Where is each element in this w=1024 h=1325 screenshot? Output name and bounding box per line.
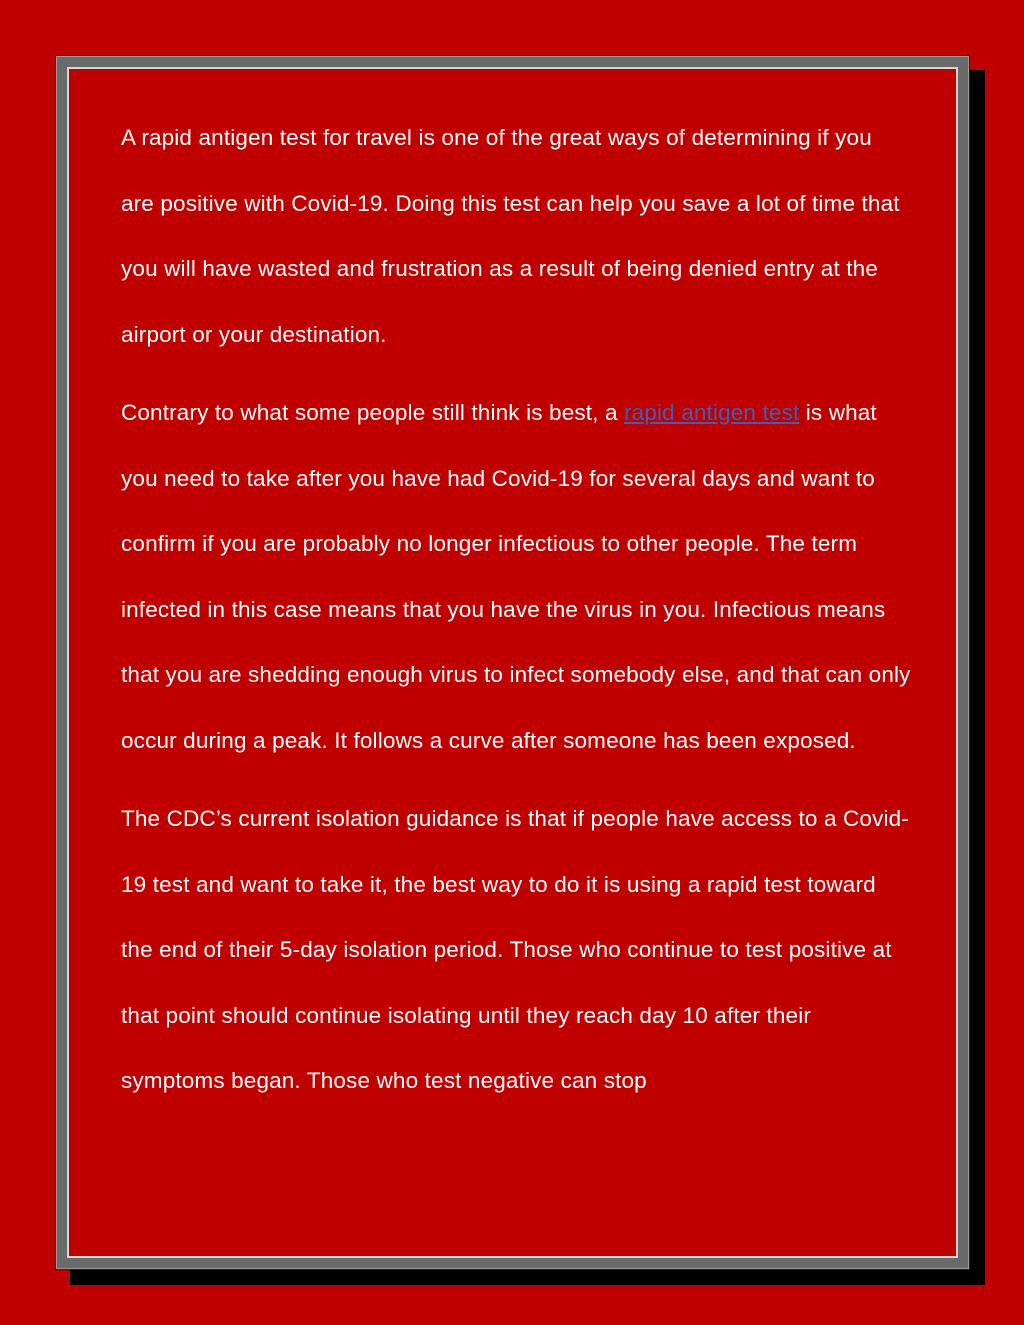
paragraph-3: [121, 786, 911, 1114]
paragraph-1-text: A rapid antigen test for travel is one of the great ways of determining if you are positive with Covid-19. Doing this test can help you save a lot of time that you will have wasted and frustration as a result of being denied entry at the airport or your destination.: [121, 125, 900, 347]
paragraph-2: [121, 380, 911, 773]
rapid-antigen-test-link[interactable]: rapid antigen test: [624, 400, 800, 425]
document-body: [121, 105, 911, 1127]
paragraph-1: [121, 105, 911, 367]
paragraph-3-text: The CDC’s current isolation guidance is that if people have access to a Covid-19 test and want to take it, the best way to do it is using a rapid test toward the end of their 5-day isolation period. Those who continue to test positive at that point should continue isolating until they reach day 10 after their symptoms began. Those who test negative can stop: [121, 806, 909, 1093]
paragraph-2-text-end: is what you need to take after you have had Covid-19 for several days and want to confirm if you are probably no longer infectious to other people. The term infected in this case means that you have the virus in you. Infectious means that you are shedding enough virus to infect somebody else, and that can only occur during a peak. It follows a curve after someone has been exposed.: [121, 400, 911, 753]
paragraph-2-text-start: Contrary to what some people still think is best, a: [121, 400, 625, 425]
